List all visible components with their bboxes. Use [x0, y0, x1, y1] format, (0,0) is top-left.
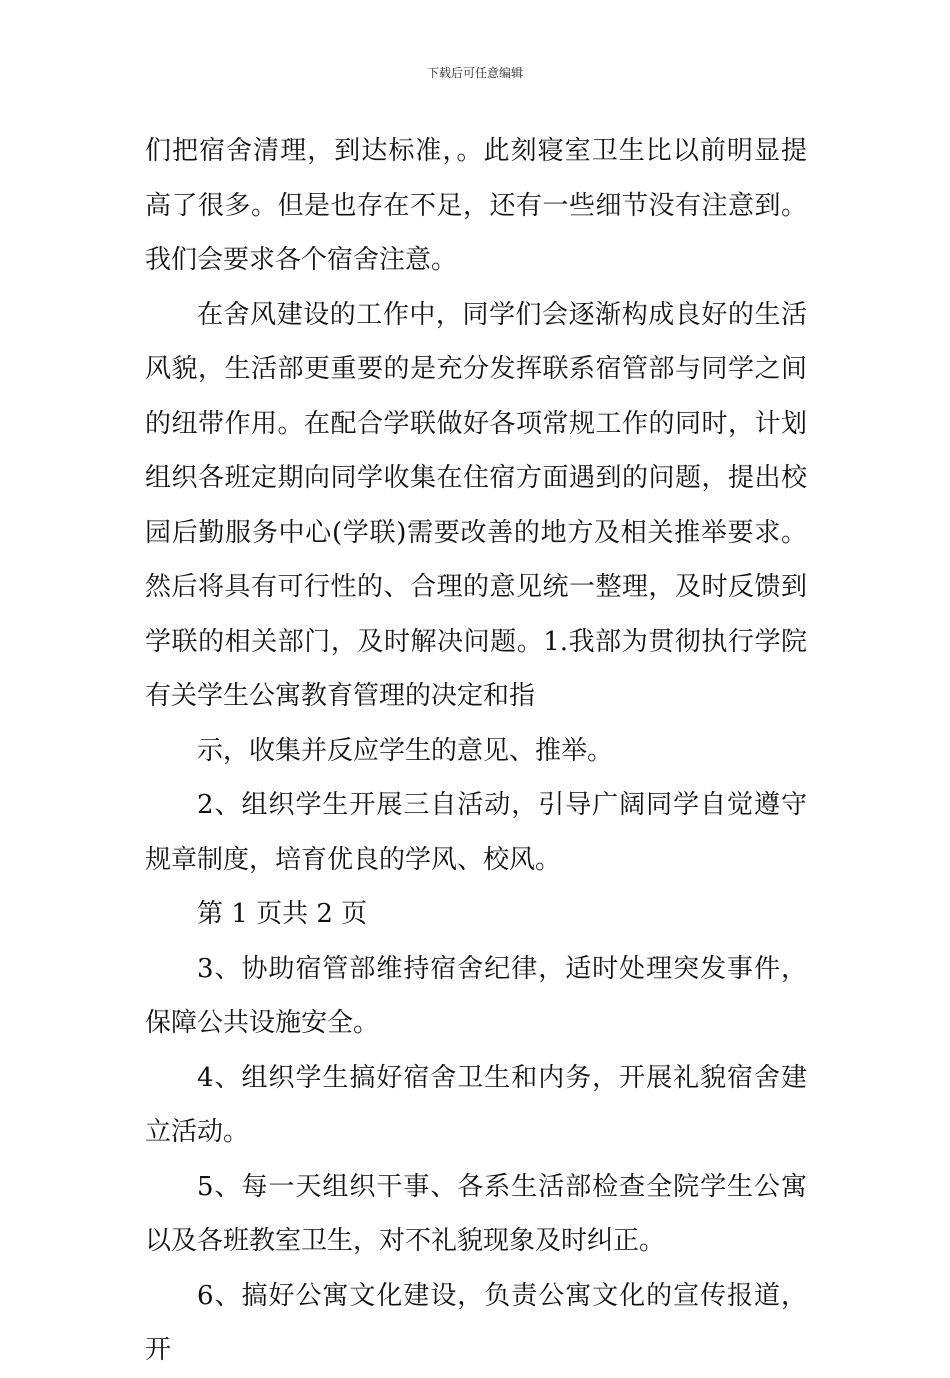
page-number-line: 第 1 页共 2 页 — [197, 899, 368, 929]
paragraph: 4、组织学生搞好宿舍卫生和内务，开展礼貌宿舍建立活动。 — [145, 1062, 807, 1147]
document-body — [145, 124, 807, 1378]
paragraph: 6、搞好公寓文化建设，负责公寓文化的宣传报道，开 — [145, 1280, 807, 1365]
paragraph: 2、组织学生开展三自活动，引导广阔同学自觉遵守规章制度，培育优良的学风、校风。 — [145, 790, 807, 875]
paragraph: 示，收集并反应学生的意见、推举。 — [197, 735, 614, 766]
paragraph: 在舍风建设的工作中，同学们会逐渐构成良好的生活风貌，生活部更重要的是充分发挥联系宿管部与同学之间的纽带作用。在配合学联做好各项常规工作的同时，计划组织各班定期向同学收集在住宿方面遇到的问题，提出校园后勤服务中心(学联)需要改善的地方及相关推举要求。然后将具有可行性的、合理的意见统一整理，及时反馈到学联的相关部门，及时解决问题。1.我部为贯彻执行学院有关学生公寓教育管理的决定和指 — [145, 299, 807, 711]
paragraph: 3、协助宿管部维持宿舍纪律，适时处理突发事件，保障公共设施安全。 — [145, 953, 807, 1038]
paragraph: 5、每一天组织干事、各系生活部检查全院学生公寓以及各班教室卫生，对不礼貌现象及时纠正。 — [145, 1171, 807, 1256]
page-header: 下载后可任意编辑 — [426, 66, 523, 80]
paragraph: 们把宿舍清理，到达标准，。此刻寝室卫生比以前明显提高了很多。但是也存在不足，还有一些细节没有注意到。我们会要求各个宿舍注意。 — [145, 136, 807, 275]
